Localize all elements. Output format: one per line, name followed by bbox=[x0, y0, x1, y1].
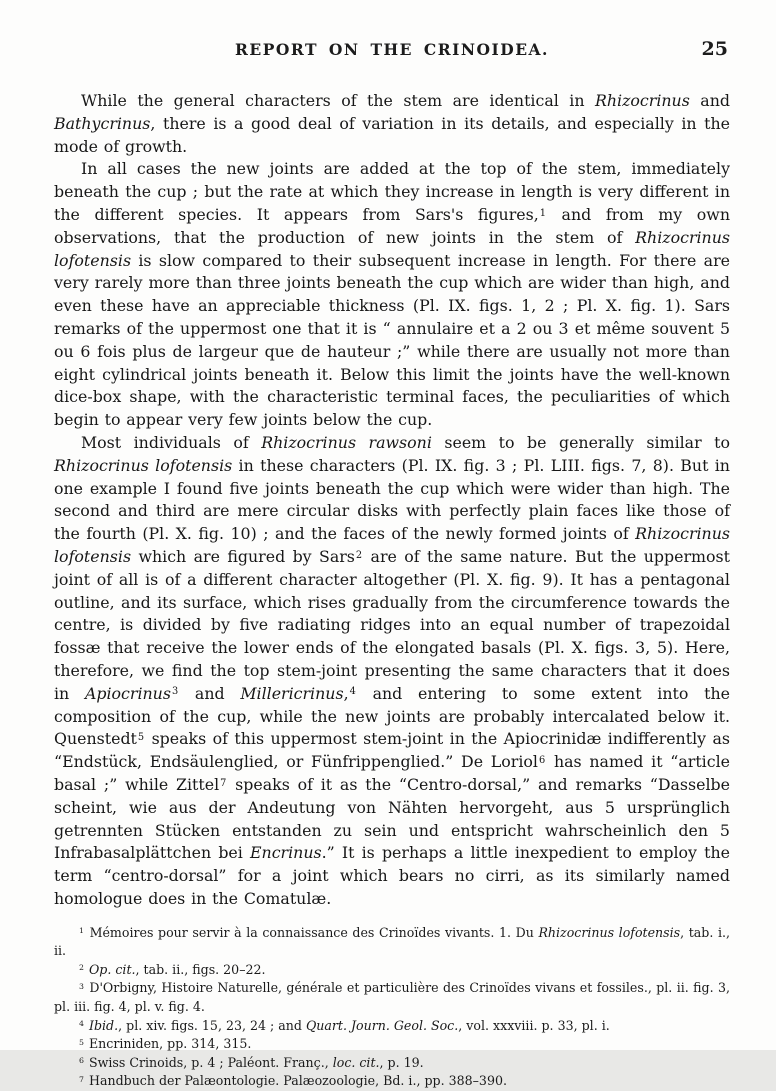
footnotes-section bbox=[54, 924, 730, 1091]
paragraph-new-joints: In all cases the new joints are added at the top of the stem, immediately beneath the cup ; but the rate at which they increase in length is very different in the different species. It appears from Sars's figures,$^1$ and from my own observations, that the production of new joints in the stem of Rhizocrinus lofotensis is slow compared to their subsequent increase in length. For there are very rarely more than three joints beneath the cup which are wider than high, and even these have an appreciable thickness (Pl. IX. figs. 1, 2 ; Pl. X. fig. 1). Sars remarks of the uppermost one that it is “ annulaire et a 2 ou 3 et même souvent 5 ou 6 fois plus de largeur que de hauteur ;” while there are usually not more than eight cylindrical joints beneath it. Below this limit the joints have the well-known dice-box shape, with the characteristic terminal faces, the peculiarities of which begin to appear very few joints below the cup. bbox=[54, 159, 730, 430]
body-text bbox=[54, 90, 730, 911]
footnote-3: $^3$ D'Orbigny, Histoire Naturelle, générale et particulière des Crinoïdes vivans et fossiles., pl. ii. fig. 3, pl. iii. fig. 4, pl. v. fig. 4. bbox=[54, 980, 730, 1015]
footnote-4: $^4$ Ibid., pl. xiv. figs. 15, 23, 24 ; and Quart. Journ. Geol. Soc., vol. xxxviii. p. 33, pl. i. bbox=[79, 1017, 610, 1033]
paragraph-general-characters: While the general characters of the stem are identical in Rhizocrinus and Bathycrinus, there is a good deal of variation in its details, and especially in the mode of growth. bbox=[54, 91, 730, 156]
page-number: 25 bbox=[701, 38, 728, 60]
running-title: REPORT ON THE CRINOIDEA. bbox=[235, 40, 549, 59]
paragraph-most-individuals: Most individuals of Rhizocrinus rawsoni seem to be generally similar to Rhizocrinus lofotensis in these characters (Pl. IX. fig. 3 ; Pl. LIII. figs. 7, 8). But in one example I found five joints beneath the cup which were wider than high. The second and third are mere circular disks with perfectly plain faces like those of the fourth (Pl. X. fig. 10) ; and the faces of the newly formed joints of Rhizocrinus lofotensis which are figured by Sars$^2$ are of the same nature. But the uppermost joint of all is of a different character altogether (Pl. X. fig. 9). It has a pentagonal outline, and its surface, which rises gradually from the circumference towards the centre, is divided by five radiating ridges into an equal number of trapezoidal fossæ that receive the lower ends of the elongated basals (Pl. X. figs. 3, 5). Here, therefore, we find the top stem-joint presenting the same characters that it does in Apiocrinus$^3$ and Millericrinus,$^4$ and entering to some extent into the composition of the cup, while the new joints are probably intercalated below it. Quenstedt$^5$ speaks of this uppermost stem-joint in the Apiocrinidæ indifferently as “Endstück, Endsäulenglied, or Fünfrippenglied.” De Loriol$^6$ has named it “article basal ;” while Zittel$^7$ speaks of it as the “Centro-dorsal,” and remarks “Dasselbe scheint, wie aus der Andeutung von Nähten hervorgeht, aus 5 ursprünglich getrennten Stücken entstanden zu sein und entspricht wahrscheinlich den 5 Infrabasalplättchen bei Encrinus.” It is perhaps a little inexpedient to employ the term “centro-dorsal” for a joint which bears no cirri, as its similarly named homologue does in the Comatulæ. bbox=[54, 432, 730, 908]
footnote-7: $^7$ Handbuch der Palæontologie. Palæozoologie, Bd. i., pp. 388–390. bbox=[79, 1073, 507, 1089]
footnote-5: $^5$ Encriniden, pp. 314, 315. bbox=[79, 1036, 252, 1052]
footnote-2: $^2$ Op. cit., tab. ii., figs. 20–22. bbox=[79, 961, 266, 977]
page-header bbox=[54, 40, 730, 64]
footnote-6: $^6$ Swiss Crinoids, p. 4 ; Paléont. Franç., loc. cit., p. 19. bbox=[79, 1054, 424, 1070]
footnote-1: $^1$ Mémoires pour servir à la connaissance des Crinoïdes vivants. 1. Du Rhizocrinus lofotensis, tab. i., ii. bbox=[54, 924, 730, 959]
